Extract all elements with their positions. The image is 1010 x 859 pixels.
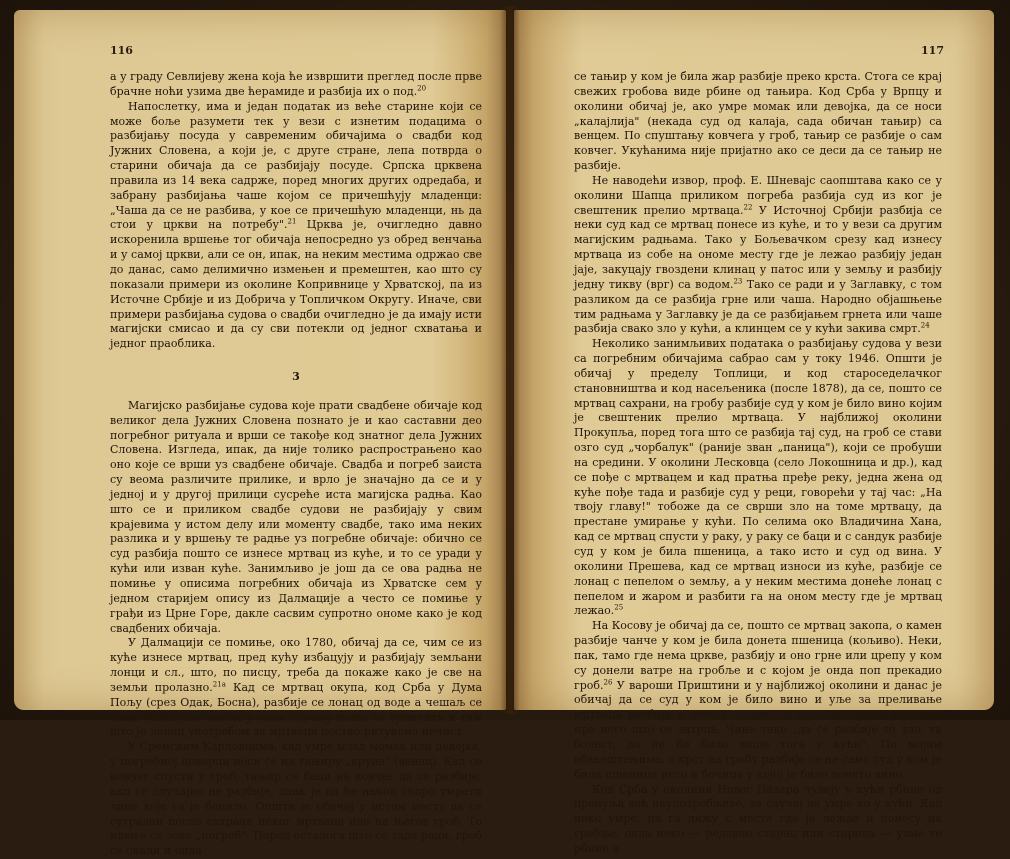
paragraph: Код Срба у околини Новог Пазара чувају у кући рбине од црепуља већ неупотребљиве, за случај да умре ко у кући. Кад неко умре, па га дижу с места где је лежао и понесу на гробље, онда неко — редовно старац или старица — узме те рбине и xyxy=(574,782,942,855)
left-page-text xyxy=(110,70,482,859)
left-page-number: 116 xyxy=(110,44,133,57)
section-number: 3 xyxy=(292,370,300,384)
paragraph: Не наводећи извор, проф. Е. Шневајс саопштава како се у околини Шапца приликом погреба разбија суд из ког је свештеник прелио мртваца.$^{22}$ У Источној Србији разбија се неки суд кад се мртвац понесе из куће, и то у вези са другим магијским радњама. Тако у Бољевачком срезу кад изнесу мртваца из собе на ономе месту где је лежао разбију један јаје, закуцају гвоздени клинац у патос или у земљу и разбију једну тикву (врг) са водом.$^{23}$ Тако се ради и у Заглавку, с том разликом да се разбија грне или чаша. Народно објашњење тим радњама у Заглавку је да се разбијањем грнета или чаше разбија свако зло у кући, а клинцем се у кући закива смрт.$^{24}$ xyxy=(574,173,942,336)
paragraph: Напослетку, има и један податак из веће старине који се може боље разумети тек у вези с изнетим подацима о разбијању посуда у савременим обичајима о свадби код Јужних Словена, а који је, с друге стране, лепа потврда о старини обичаја да се разбијају посуде. Српска црквена правила из 14 века садрже, поред многих других одредаба, и забрану разбијања чаше којом се причешћују младенци: „Чаша да се не разбива, у кое се причешћую младенци, нь да стои у цркви на потребу".$^{21}$ Црква је, очигледно давно искоренила вршење тог обичаја непосредно уз обред венчања и у самој цркви, али се он, ипак, на неким местима одржао све до данас, само делимично измењен и премештен, као што су показали примери из околине Копривнице у Хрватској, па из Источне Србије и из Добрича у Топличком Округу. Иначе, сви примери разбијања судова о свадби очигледно је да имају исти магијски смисао и да су сви потекли од једног схватања и једног праоблика. xyxy=(110,99,482,351)
footnote-ref: 20 xyxy=(417,84,427,93)
footnote-ref: 25 xyxy=(614,603,624,612)
right-page-text xyxy=(574,70,942,857)
footnote-ref: 22 xyxy=(743,202,753,211)
paragraph: а у граду Севлијеву жена која ће извршити преглед после прве брачне ноћи узима две ћерамиде и разбија их о под.$^{20}$ xyxy=(110,70,482,98)
footnote-ref: 24 xyxy=(920,321,930,330)
paragraph: Неколико занимљивих података о разбијању судова у вези са погребним обичајима сабрао сам у току 1946. Општи је обичај у пределу Топлици, и код староседелачког становништва и код насељеника (после 1878), да се, пошто се мртвац сахрани, на гробу разбије суд у ком је било вино којим је свештеник прелио мртваца. У најближој околини Прокупља, поред тога што се разбија тај суд, на гроб се стави озго суд „чорбалук" (раније зван „паница"), који се пробуши на средини. У околини Лесковца (село Локошница и др.), кад се пође с мртвацем и кад пратња пређе реку, једна жена од куће пође тада и разбије суд у реци, говорећи у тај час: „На твоју главу!" тобоже да се сврши зло на томе мртвацу, да престане умирање у кући. По селима око Владичина Хана, кад се мртвац спусти у раку, у раку се баци и с сандук разбије суд у ком је била пшеница, а тако исто и суд од вина. У околини Прешева, кад се мртвац износи из куће, разбије се лонац с пепелом о земљу, а у неким местима донеће лонац с пепелом и жаром и разбити га на оном месту где је мртвац лежао.$^{25}$ xyxy=(574,337,942,618)
footnote-ref: 23 xyxy=(733,277,743,286)
paragraph: се тањир у ком је била жар разбије преко крста. Стога се крај свежих гробова виде рбине од тањира. Код Срба у Врпцу и околини обичај је, ако умре момак или девојка, да се носи „калајлија" (некада суд од калаја, сада обичан тањир) са венцем. По спуштању ковчега у гроб, тањир се разбије о сам ковчег. Укућанима није пријатно ако се деси да се тањир не разбије. xyxy=(574,70,942,173)
footnote-ref: 26 xyxy=(603,677,613,686)
left-page xyxy=(14,10,506,858)
right-page xyxy=(514,10,994,855)
footnote-ref: 21 xyxy=(287,217,297,226)
paragraph: У Далмацији се помиње, око 1780, обичај да се, чим се из куће изнесе мртвац, пред кућу избацују и разбијају земљани лонци и сл., што, по писцу, треба да покаже како је све на земљи пролазно.$^{21a}$ Кад се мртвац окупа, код Срба у Дума Пољу (срез Одак, Босна), разбије се лонац од воде а чешаљ се баца. Разбијање лонца у овом случају може се тумачити и тим што је лонац употребом за мртваца постао ритуално нечист. xyxy=(110,636,482,739)
book-gutter xyxy=(500,6,520,714)
paragraph: Магијско разбијање судова које прати свадбене обичаје код великог дела Јужних Словена познато је и као саставни део погребног ритуала и врши се такође код знатног дела Јужних Словена. Изгледа, ипак, да није толико распрострањено као оно које се врши уз свадбене обичаје. Свадба и погреб заиста су веома различите прилике, и врло је значајно да се и у једној и у другој прилици сусреће иста магијска радња. Као што се и приликом свадбе судови не разбијају у свим крајевима у истом делу или моменту свадбе, тако има неких разлика и у вршењу те радње уз погребне обичаје: обично се суд разбија пошто се изнесе мртвац из куће, и то се уради у кући или изван куће. Занимљиво је још да се ова радња не помиње у описима погребних обичаја из Хрватске сем у једном старијем опису из Далмације а често се помиње у грађи из Црне Горе, дакле сасвим супротно ономе како је код свадбених обичаја. xyxy=(110,398,482,635)
paragraph: У Сремским Карловцима, кад умре млад момак или девојка, у погребној поворци носи се на тањиру „круна" (венац). Кад се ковчег спусти у гроб, тањир се баци на ковчег да се разбије; ако се случајно не разбије, знак је да ће након скоро умрети лице које га је бацило. Општи је обичај у истом месту да се сутрадан после сахране неког мртваца иде на његов гроб. То идење се зове „погреб". Поред осталога што се тада ради, гроб се окади и онда xyxy=(110,740,482,858)
right-page-number: 117 xyxy=(921,44,944,57)
footnote-ref: 21a xyxy=(212,680,226,689)
paragraph: На Косову је обичај да се, пошто се мртвац закопа, о камен разбије чанче у ком је била донета пшеница (кољиво). Неки, пак, тамо где нема цркве, разбију и оно грне или црепу у ком су донели ватре на гробље и с којом је онда поп прекадио гроб.$^{26}$ У вароши Приштини и у најближој околини и данас је обичај да се суд у ком је било вино и уље за преливање мртваца разбије о земљу, пошто се мртвац спусти у раку а пре него што се затрпа. Чине тако „да се разбије то зло, та болест, да не би било више тога у кући". По мојим обавештењима, о крст на гробу разбије се не само суд у ком је била пшеница него и бочица у којој је било донето вино. xyxy=(574,619,942,781)
